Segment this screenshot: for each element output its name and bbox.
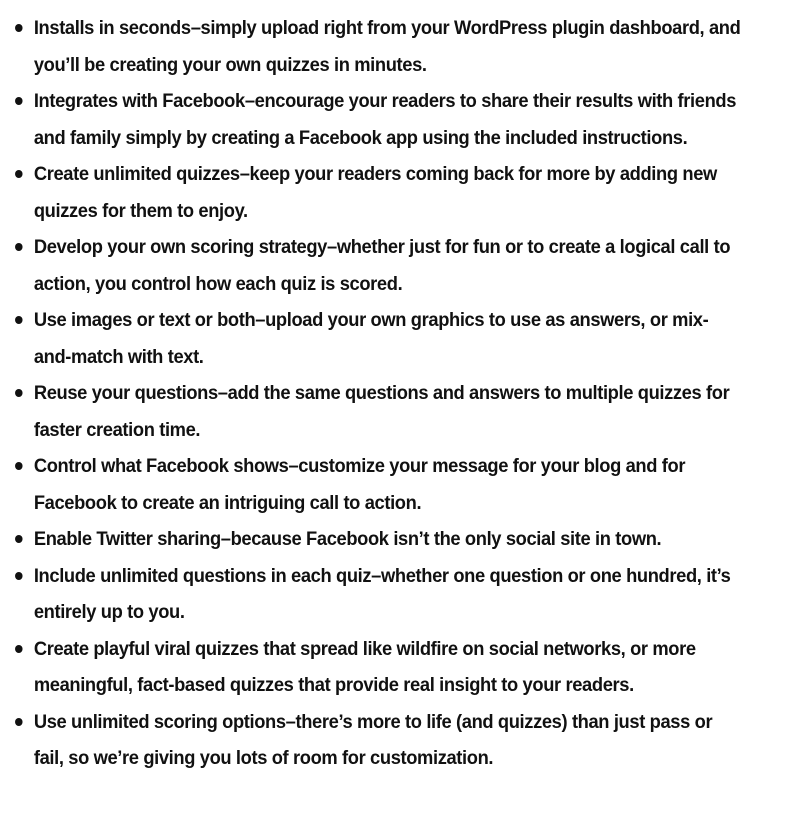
- feature-list: [0, 10, 790, 777]
- bullet-icon: [15, 718, 23, 726]
- feature-item-scoring-strategy: [0, 229, 752, 302]
- feature-text: Use images or text or both–upload your own graphics to use as answers, or mix-and-match with text.: [33, 309, 709, 368]
- feature-item-facebook-message: [0, 448, 752, 521]
- bullet-icon: [15, 316, 23, 324]
- feature-item-twitter: [0, 521, 752, 558]
- feature-text: Use unlimited scoring options–there’s more to life (and quizzes) than just pass or fail, so we’re giving you lots of room for customization.: [33, 710, 713, 769]
- bullet-icon: [15, 645, 23, 653]
- feature-item-facebook: [0, 83, 752, 156]
- feature-text: Include unlimited questions in each quiz–whether one question or one hundred, it’s entirely up to you.: [33, 564, 731, 623]
- feature-item-unlimited-questions: [0, 558, 752, 631]
- bullet-icon: [15, 24, 23, 32]
- bullet-icon: [15, 97, 23, 105]
- feature-item-unlimited-quizzes: [0, 156, 752, 229]
- bullet-icon: [15, 572, 23, 580]
- feature-text: Develop your own scoring strategy–whether just for fun or to create a logical call to action, you control how each quiz is scored.: [33, 236, 731, 295]
- feature-item-install: [0, 10, 752, 83]
- feature-text: Create playful viral quizzes that spread like wildfire on social networks, or more meaningful, fact-based quizzes that provide real insight to your readers.: [33, 637, 696, 696]
- feature-item-scoring-options: [0, 704, 752, 777]
- feature-item-viral-quizzes: [0, 631, 752, 704]
- bullet-icon: [15, 243, 23, 251]
- bullet-icon: [15, 535, 23, 543]
- feature-text: Control what Facebook shows–customize your message for your blog and for Facebook to create an intriguing call to action.: [33, 455, 686, 514]
- feature-text: Enable Twitter sharing–because Facebook isn’t the only social site in town.: [33, 528, 662, 550]
- feature-text: Create unlimited quizzes–keep your readers coming back for more by adding new quizzes for them to enjoy.: [33, 163, 717, 222]
- bullet-icon: [15, 170, 23, 178]
- bullet-icon: [15, 462, 23, 470]
- bullet-icon: [15, 389, 23, 397]
- feature-item-images-text: [0, 302, 752, 375]
- feature-text: Reuse your questions–add the same questions and answers to multiple quizzes for faster creation time.: [33, 382, 730, 441]
- feature-item-reuse-questions: [0, 375, 752, 448]
- feature-text: Integrates with Facebook–encourage your readers to share their results with friends and family simply by creating a Facebook app using the included instructions.: [33, 90, 737, 149]
- feature-text: Installs in seconds–simply upload right from your WordPress plugin dashboard, and you’ll be creating your own quizzes in minutes.: [33, 17, 741, 76]
